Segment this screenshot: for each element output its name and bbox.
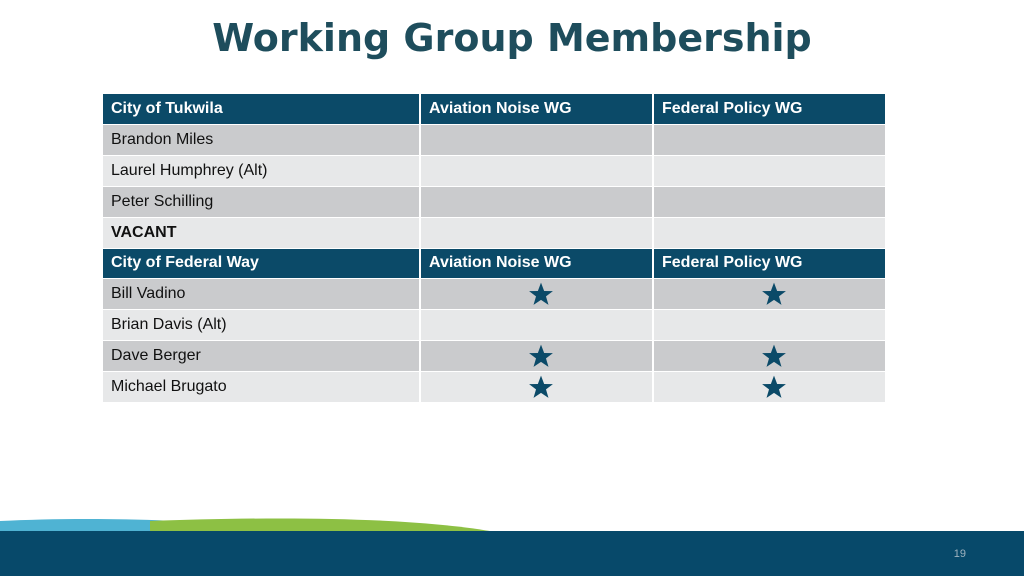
membership-cell-empty <box>420 309 653 340</box>
section-city-header: City of Federal Way <box>103 248 420 278</box>
section-header-row <box>103 94 885 124</box>
membership-table <box>103 94 885 403</box>
member-name: Bill Vadino <box>103 278 420 309</box>
membership-cell-star <box>653 278 885 309</box>
table-row <box>103 186 885 217</box>
membership-cell-star <box>653 371 885 402</box>
membership-cell-empty <box>420 217 653 248</box>
member-name: Brian Davis (Alt) <box>103 309 420 340</box>
table-row <box>103 278 885 309</box>
section-header-row <box>103 248 885 278</box>
section-city-header: City of Tukwila <box>103 94 420 124</box>
membership-cell-empty <box>653 309 885 340</box>
column-header: Federal Policy WG <box>653 94 885 124</box>
star-icon <box>761 343 787 369</box>
member-name: Laurel Humphrey (Alt) <box>103 155 420 186</box>
membership-cell-star <box>420 340 653 371</box>
membership-cell-star <box>653 340 885 371</box>
star-icon <box>528 343 554 369</box>
column-header: Federal Policy WG <box>653 248 885 278</box>
footer-wave-band <box>0 515 1024 576</box>
star-icon <box>761 374 787 400</box>
membership-cell-empty <box>420 124 653 155</box>
star-icon <box>528 374 554 400</box>
table-row <box>103 155 885 186</box>
table-row <box>103 217 885 248</box>
table-row <box>103 309 885 340</box>
member-name: VACANT <box>103 217 420 248</box>
column-header: Aviation Noise WG <box>420 94 653 124</box>
member-name: Dave Berger <box>103 340 420 371</box>
star-icon <box>761 281 787 307</box>
membership-cell-empty <box>420 186 653 217</box>
membership-cell-star <box>420 278 653 309</box>
page-number: 19 <box>953 548 966 560</box>
star-icon <box>528 281 554 307</box>
membership-cell-star <box>420 371 653 402</box>
member-name: Peter Schilling <box>103 186 420 217</box>
column-header: Aviation Noise WG <box>420 248 653 278</box>
slide-title: Working Group Membership <box>212 16 812 60</box>
membership-table-body <box>103 94 885 402</box>
membership-cell-empty <box>653 155 885 186</box>
membership-cell-empty <box>653 217 885 248</box>
table-row <box>103 340 885 371</box>
table-row <box>103 124 885 155</box>
table-row <box>103 371 885 402</box>
membership-cell-empty <box>653 124 885 155</box>
member-name: Michael Brugato <box>103 371 420 402</box>
member-name: Brandon Miles <box>103 124 420 155</box>
membership-cell-empty <box>420 155 653 186</box>
membership-cell-empty <box>653 186 885 217</box>
